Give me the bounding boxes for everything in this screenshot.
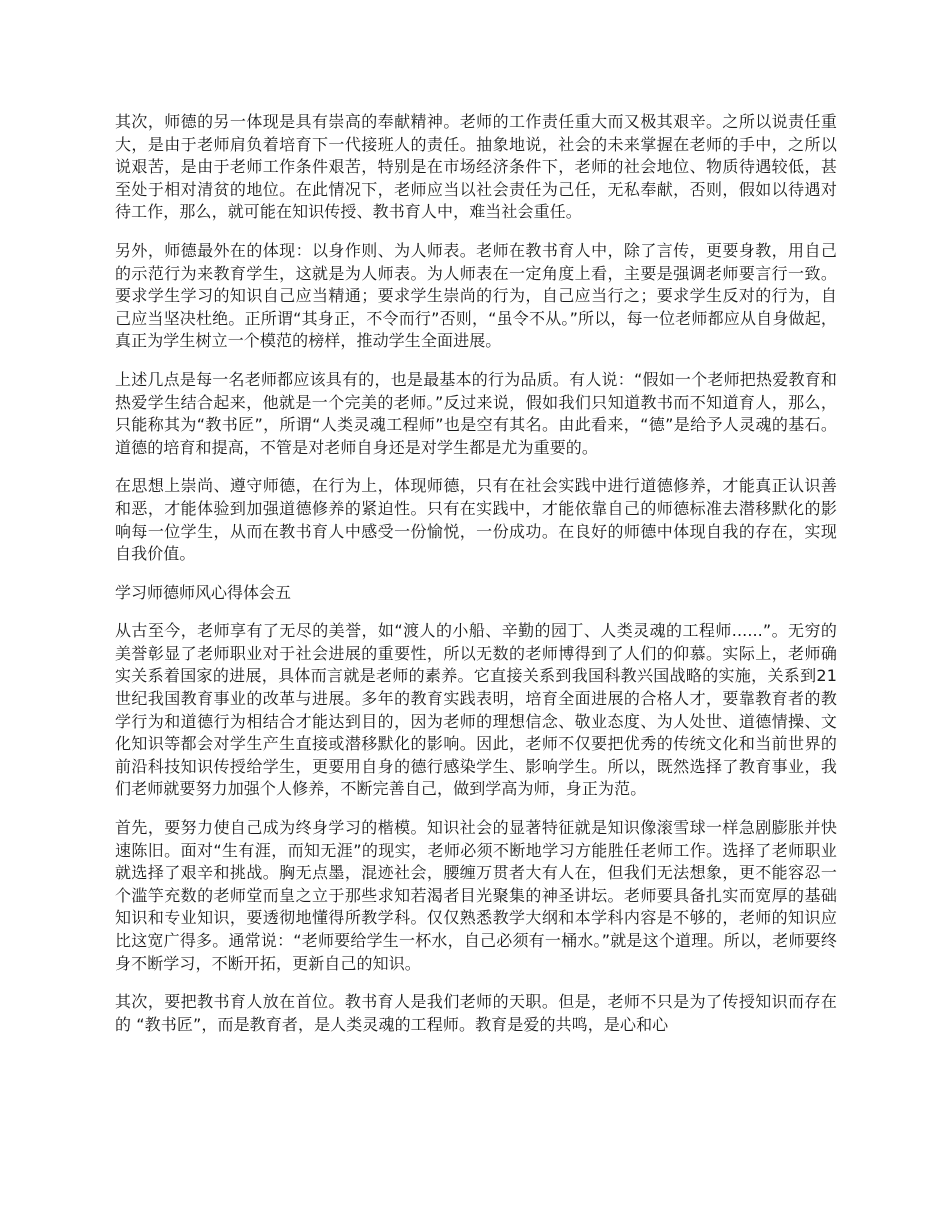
paragraph-dedication: 其次，师德的另一体现是具有崇高的奉献精神。老师的工作责任重大而又极其艰辛。之所以说责任重大，是由于老师肩负着培育下一代接班人的责任。抽象地说，社会的未来掌握在老师的手中，之所以说艰苦，是由于老师工作条件艰苦，特别是在市场经济条件下，老师的社会地位、物质待遇较低，甚至处于相对清贫的地位。在此情况下，老师应当以社会责任为己任，无私奉献，否则，假如以待遇对待工作，那么，就可能在知识传授、教书育人中，难当社会重任。	[115, 112, 837, 222]
paragraph-praise: 从古至今，老师享有了无尽的美誉，如“渡人的小船、辛勤的园丁、人类灵魂的工程师......”。无穷的美誉彰显了老师职业对于社会进展的重要性，所以无数的老师博得到了人们的仰慕。实际上，老师确实关系着国家的进展，具体而言就是老师的素养。它直接关系到我国科教兴国战略的实施，关系到21世纪我国教育事业的改革与进展。多年的教育实践表明，培育全面进展的合格人才，要靠教育者的教学行为和道德行为相结合才能达到目的，因为老师的理想信念、敬业态度、为人处世、道德情操、文化知识等都会对学生产生直接或潜移默化的影响。因此，老师不仅要把优秀的传统文化和当前世界的前沿科技知识传授给学生，更要用自身的德行感染学生、影响学生。所以，既然选择了教育事业，我们老师就要努力加强个人修养，不断完善自己，做到学高为师，身正为范。	[115, 621, 837, 799]
paragraph-role-model: 另外，师德最外在的体现：以身作则、为人师表。老师在教书育人中，除了言传，更要身教，用自己的示范行为来教育学生，这就是为人师表。为人师表在一定角度上看，主要是强调老师要言行一致。要求学生学习的知识自己应当精通；要求学生崇尚的行为，自己应当行之；要求学生反对的行为，自己应当坚决杜绝。正所谓“其身正，不令而行”否则，“虽令不从。”所以，每一位老师都应从自身做起，真正为学生树立一个模范的榜样，推动学生全面进展。	[115, 240, 837, 351]
paragraph-basic-qualities: 上述几点是每一名老师都应该具有的，也是最基本的行为品质。有人说：“假如一个老师把热爱教育和热爱学生结合起来，他就是一个完美的老师。”反过来说，假如我们只知道教书而不知道育人，那么，只能称其为“教书匠”，所谓“人类灵魂工程师”也是空有其名。由此看来，“德”是给予人灵魂的基石。道德的培育和提高，不管是对老师自身还是对学生都是尤为重要的。	[115, 369, 837, 457]
paragraph-practice: 在思想上崇尚、遵守师德，在行为上，体现师德，只有在社会实践中进行道德修养，才能真正认识善和恶，才能体验到加强道德修养的紧迫性。只有在实践中，才能依靠自己的师德标准去潜移默化的影响每一位学生，从而在教书育人中感受一份愉悦，一份成功。在良好的师德中体现自我的存在，实现自我价值。	[115, 476, 837, 564]
document-body	[115, 111, 837, 1052]
section-title: 学习师德师风心得体会五	[115, 582, 292, 602]
paragraph-lifelong-learning: 首先，要努力使自己成为终身学习的楷模。知识社会的显著特征就是知识像滚雪球一样急剧膨胀并快速陈旧。面对“生有涯，而知无涯”的现实，老师必须不断地学习方能胜任老师工作。选择了老师职业就选择了艰辛和挑战。胸无点墨，混迹社会，腰缠万贯者大有人在，但我们无法想象，更不能容忍一个滥竽充数的老师堂而皇之立于那些求知若渴者目光聚集的神圣讲坛。老师要具备扎实而宽厚的基础知识和专业知识，要透彻地懂得所教学科。仅仅熟悉教学大纲和本学科内容是不够的，老师的知识应比这宽广得多。通常说：“老师要给学生一杯水，自己必须有一桶水。”就是这个道理。所以，老师要终身不断学习，不断开拓，更新自己的知识。	[115, 818, 837, 973]
paragraph-teaching-first: 其次，要把教书育人放在首位。教书育人是我们老师的天职。但是，老师不只是为了传授知识而存在的 “教书匠”，而是教育者，是人类灵魂的工程师。教育是爱的共鸣，是心和心	[115, 992, 837, 1034]
